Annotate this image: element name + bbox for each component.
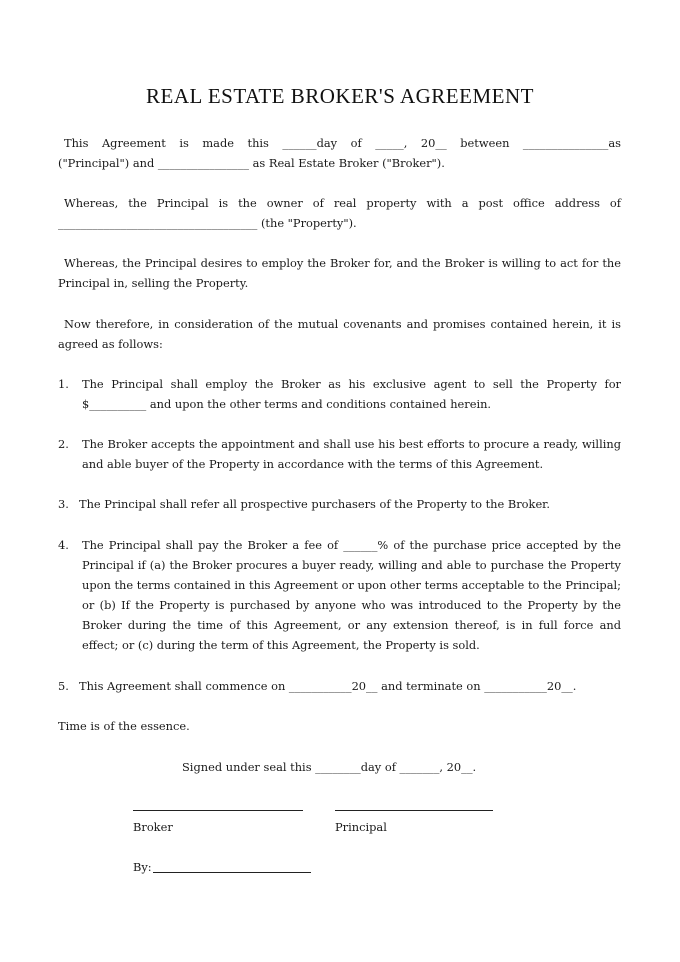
clause-text: The Principal shall pay the Broker a fee of ______% of the purchase price accepted by the Principal if (a) the Broker procures a buyer ready, willing and able to purchase the Property upon the terms contained in this Agreement or upon other terms acceptable to the Principal; or (b) If the Property is purchased by anyone who was introduced to the Property by the Broker during the time of this Agreement, or any extension thereof, is in full force and effect; or (c) during the term of this Agreement, the Property is sold.	[82, 538, 621, 652]
intro-line-2: ("Principal") and ________________ as Real Estate Broker ("Broker").	[58, 156, 445, 170]
broker-signature-line	[133, 810, 303, 811]
whereas-employ-paragraph: Whereas, the Principal desires to employ the Broker for, and the Broker is willing to act for the Principal in, selling the Property.	[58, 256, 621, 290]
clause-number: 2.	[58, 437, 69, 451]
clause-text: The Broker accepts the appointment and shall use his best efforts to procure a ready, willing and able buyer of the Property in accordance with the terms of this Agreement.	[82, 437, 621, 471]
by-label: By:	[133, 860, 152, 874]
principal-label: Principal	[335, 820, 387, 834]
clause-text: The Principal shall employ the Broker as his exclusive agent to sell the Property for $__________ and upon the other terms and conditions contained herein.	[82, 377, 621, 411]
signed-under-seal-line: Signed under seal this ________day of _______, 20__.	[182, 760, 477, 774]
clause-text: The Principal shall refer all prospective purchasers of the Property to the Broker.	[79, 497, 550, 511]
document-title: REAL ESTATE BROKER'S AGREEMENT	[146, 84, 534, 108]
whereas-owner-line-2: ___________________________________ (the "Property").	[58, 216, 357, 230]
now-therefore-paragraph: Now therefore, in consideration of the mutual covenants and promises contained herein, it is agreed as follows:	[58, 317, 621, 351]
whereas-owner-line-1: Whereas, the Principal is the owner of real property with a post office address of	[64, 196, 621, 210]
clause-text: This Agreement shall commence on ___________20__ and terminate on ___________20__.	[79, 679, 577, 693]
by-signature-line	[153, 872, 311, 873]
broker-label: Broker	[133, 820, 173, 834]
principal-signature-line	[335, 810, 493, 811]
time-of-essence: Time is of the essence.	[58, 719, 190, 733]
clause-number: 4.	[58, 538, 69, 552]
intro-line-1: This Agreement is made this ______day of _____, 20__ between _______________as	[64, 136, 621, 150]
clause-number: 3.	[58, 497, 69, 511]
clause-number: 5.	[58, 679, 69, 693]
clause-number: 1.	[58, 377, 69, 391]
